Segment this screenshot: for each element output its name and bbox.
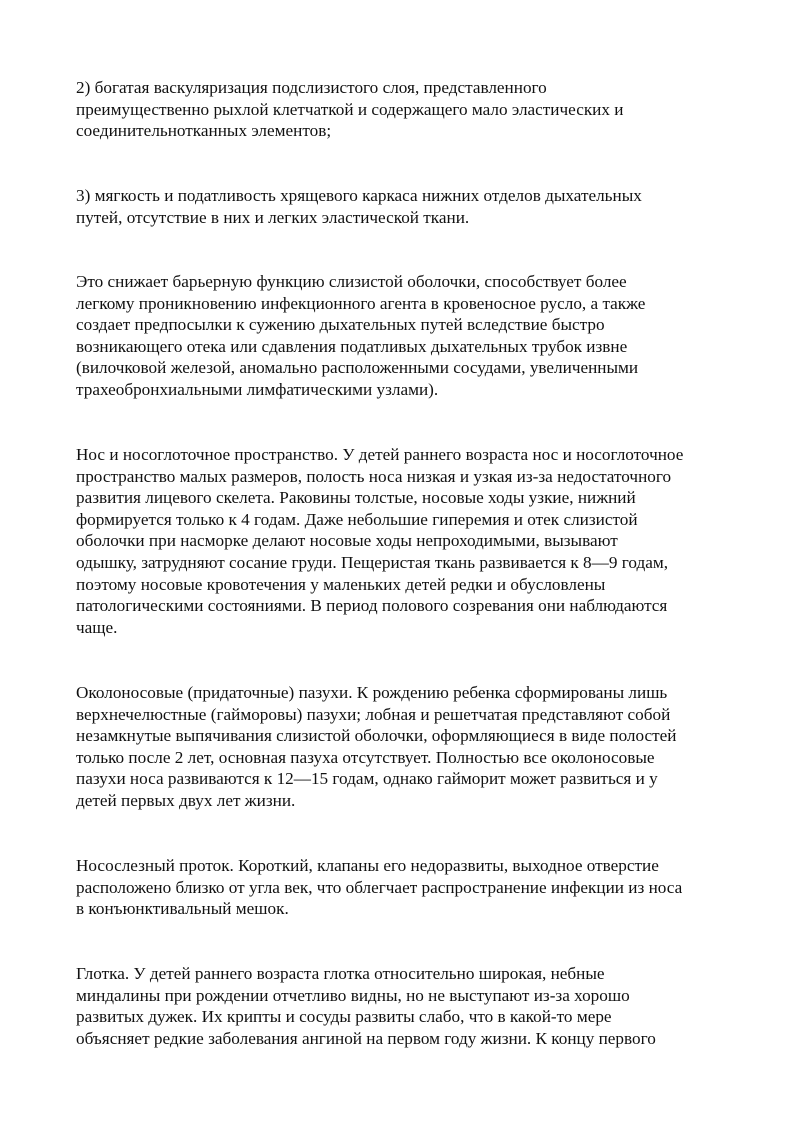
text-line: объясняет редкие заболевания ангиной на первом году жизни. К концу первого [76, 1028, 656, 1048]
text-line: Нос и носоглоточное пространство. У детей раннего возраста нос и носоглоточное [76, 445, 684, 464]
text-line: формируется только к 4 годам. Даже небольшие гиперемия и отек слизистой [76, 509, 638, 529]
text-line: развития лицевого скелета. Раковины толстые, носовые ходы узкие, нижний [76, 488, 636, 508]
text-line: чаще. [76, 617, 118, 637]
text-line: пространство малых размеров, полость носа низкая и узкая из-за недостаточного [76, 466, 672, 486]
paragraph-vascularization [76, 77, 623, 142]
text-line: расположено близко от угла век, что облегчает распространение инфекции из носа [76, 877, 683, 897]
text-line: путей, отсутствие в них и легких эластической ткани. [76, 207, 470, 227]
text-line: соединительнотканных элементов; [76, 121, 332, 141]
text-line: детей первых двух лет жизни. [76, 790, 296, 810]
text-line: в конъюнктивальный мешок. [76, 899, 289, 919]
text-line: (вилочковой железой, аномально расположенными сосудами, увеличенными [76, 358, 639, 378]
text-line: Околоносовые (придаточные) пазухи. К рождению ребенка сформированы лишь [76, 683, 668, 702]
paragraph-sinuses [76, 682, 677, 812]
text-line: создает предпосылки к сужению дыхательных путей вследствие быстро [76, 315, 605, 335]
text-line: 2) богатая васкуляризация подслизистого слоя, представленного [76, 78, 547, 97]
text-line: 3) мягкость и податливость хрящевого каркаса нижних отделов дыхательных [76, 186, 642, 205]
text-line: преимущественно рыхлой клетчаткой и содержащего мало эластических и [76, 99, 624, 119]
text-line: миндалины при рождении отчетливо видны, но не выступают из-за хорошо [76, 985, 630, 1005]
text-line: пазухи носа развиваются к 12—15 годам, однако гайморит может развиться и у [76, 769, 658, 789]
paragraph-cartilage [76, 185, 642, 228]
text-line: верхнечелюстные (гайморовы) пазухи; лобная и решетчатая представляют собой [76, 704, 671, 724]
text-line: легкому проникновению инфекционного агента в кровеносное русло, а также [76, 293, 646, 313]
text-line: патологическими состояниями. В период полового созревания они наблюдаются [76, 596, 668, 616]
text-line: трахеобронхиальными лимфатическими узлами). [76, 379, 439, 399]
paragraph-pharynx [76, 963, 656, 1049]
text-line: развитых дужек. Их крипты и сосуды развиты слабо, что в какой-то мере [76, 1007, 612, 1027]
text-line: возникающего отека или сдавления податливых дыхательных трубок извне [76, 336, 628, 356]
text-line: Носослезный проток. Короткий, клапаны его недоразвиты, выходное отверстие [76, 856, 659, 875]
paragraph-nose [76, 444, 683, 638]
text-line: оболочки при насморке делают носовые ходы непроходимыми, вызывают [76, 531, 618, 551]
text-line: поэтому носовые кровотечения у маленьких детей редки и обусловлены [76, 574, 606, 594]
paragraph-barrier-function [76, 271, 645, 401]
text-line: одышку, затрудняют сосание груди. Пещеристая ткань развивается к 8—9 годам, [76, 552, 668, 572]
text-line: только после 2 лет, основная пазуха отсутствует. Полностью все околоносовые [76, 747, 655, 767]
paragraph-lacrimal-duct [76, 855, 682, 920]
text-line: Это снижает барьерную функцию слизистой оболочки, способствует более [76, 272, 627, 291]
text-line: незамкнутые выпячивания слизистой оболочки, оформляющиеся в виде полостей [76, 726, 677, 746]
text-line: Глотка. У детей раннего возраста глотка относительно широкая, небные [76, 964, 605, 983]
